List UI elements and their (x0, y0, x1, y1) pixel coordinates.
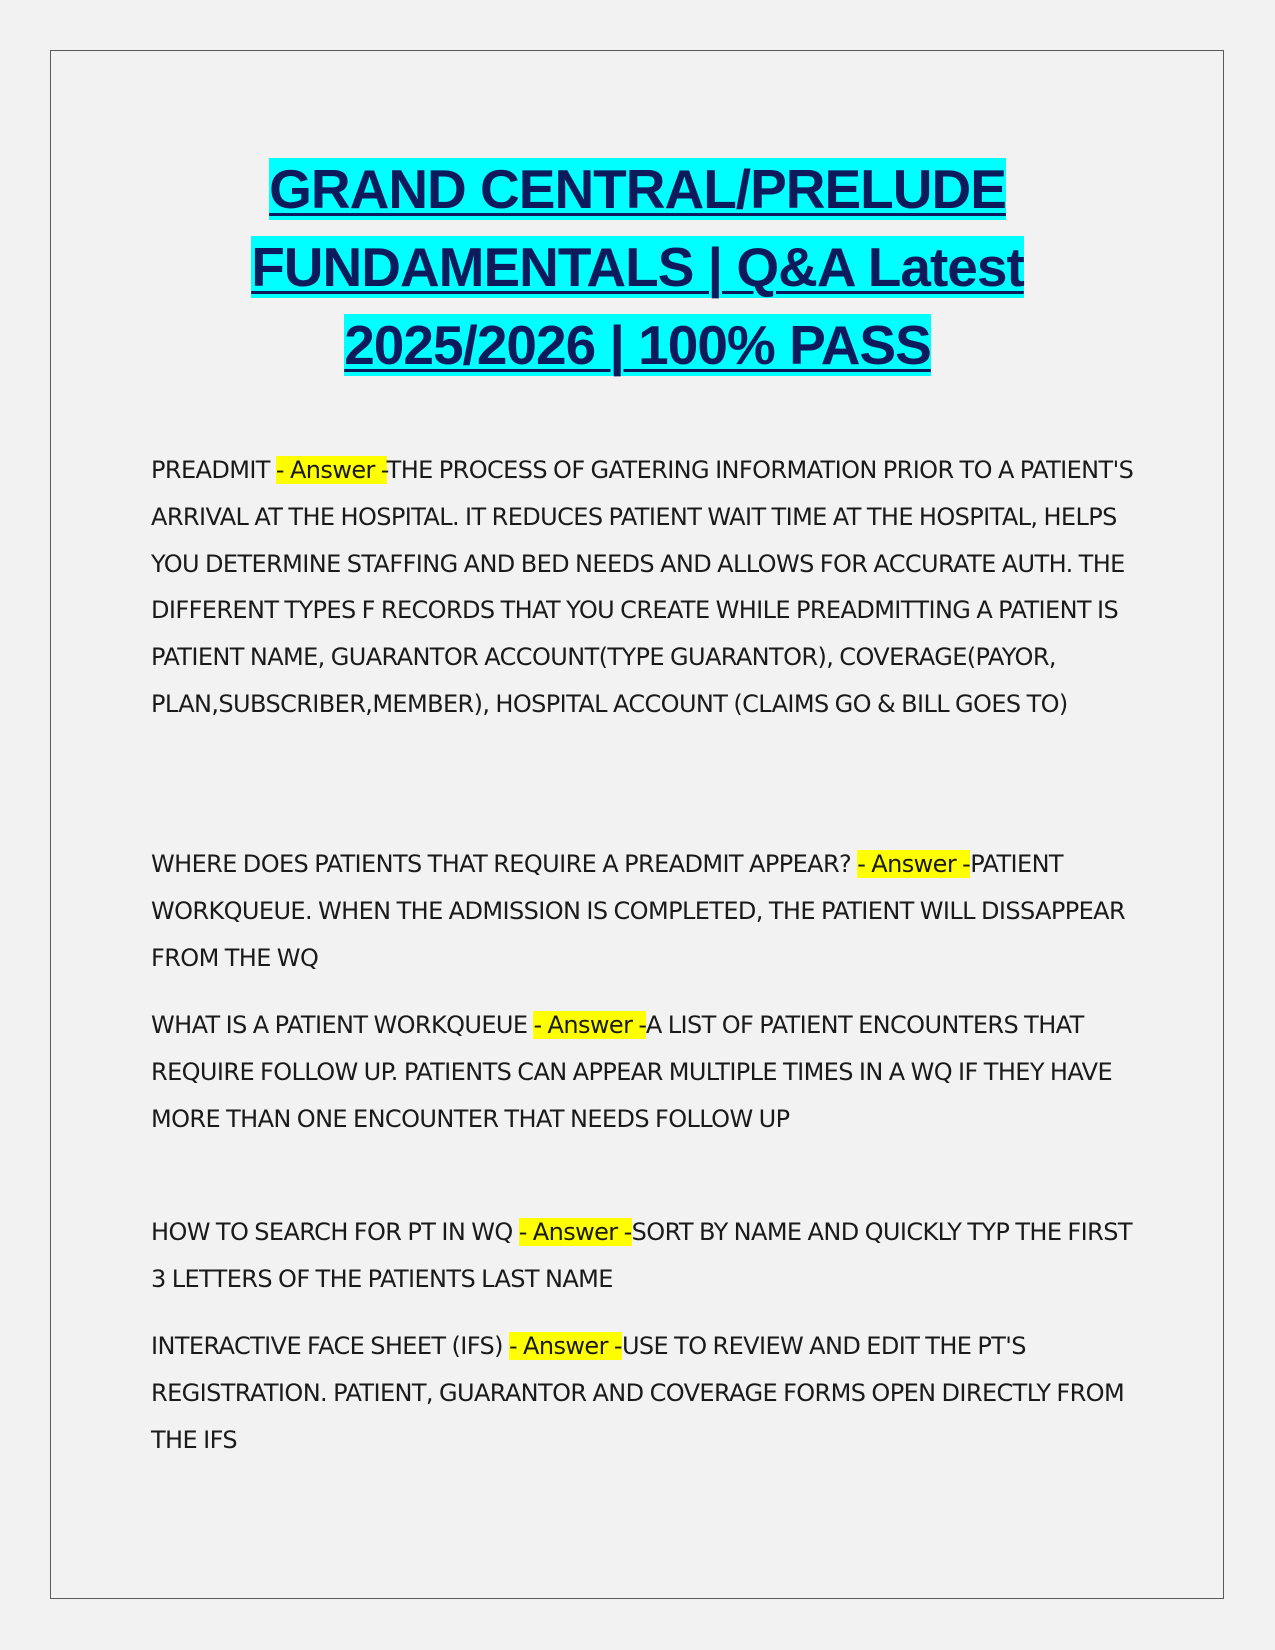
question-text: WHERE DOES PATIENTS THAT REQUIRE A PREADMIT APPEAR? (151, 850, 858, 878)
answer-marker: - Answer - (533, 1011, 646, 1039)
answer-text: SORT BY NAME AND QUICKLY TYP THE FIRST 3 LETTERS OF THE PATIENTS LAST NAME (151, 1218, 1132, 1293)
answer-marker: - Answer - (518, 1218, 632, 1246)
answer-marker: - Answer - (508, 1332, 622, 1360)
question-text: INTERACTIVE FACE SHEET (IFS) (151, 1332, 509, 1360)
title-line-3: 2025/2026 | 100% PASS (344, 314, 931, 376)
answer-marker: - Answer - (857, 850, 971, 878)
qa-item-preadmit (151, 447, 1141, 728)
title-line-1: GRAND CENTRAL/PRELUDE (269, 158, 1006, 220)
qa-item-face-sheet (151, 1323, 1141, 1463)
question-text: PREADMIT (151, 456, 276, 484)
document-title (0, 150, 1275, 384)
question-text: HOW TO SEARCH FOR PT IN WQ (151, 1218, 519, 1246)
answer-text: USE TO REVIEW AND EDIT THE PT'S REGISTRATION. PATIENT, GUARANTOR AND COVERAGE FORMS OPEN DIRECTLY FROM THE IFS (151, 1332, 1125, 1454)
question-text: WHAT IS A PATIENT WORKQUEUE (151, 1011, 534, 1039)
qa-item-preadmit-appear (151, 841, 1141, 981)
title-line-2: FUNDAMENTALS | Q&A Latest (251, 236, 1024, 298)
answer-text: PATIENT WORKQUEUE. WHEN THE ADMISSION IS COMPLETED, THE PATIENT WILL DISSAPPEAR FROM THE WQ (151, 850, 1126, 972)
answer-marker: - Answer - (275, 456, 387, 484)
qa-item-workqueue (151, 1002, 1141, 1142)
answer-text: A LIST OF PATIENT ENCOUNTERS THAT REQUIRE FOLLOW UP. PATIENTS CAN APPEAR MULTIPLE TIMES IN A WQ IF THEY HAVE MORE THAN ONE ENCOUNTER THAT NEEDS FOLLOW UP (151, 1011, 1113, 1133)
answer-text: THE PROCESS OF GATERING INFORMATION PRIOR TO A PATIENT'S ARRIVAL AT THE HOSPITAL. IT REDUCES PATIENT WAIT TIME AT THE HOSPITAL, HELPS YOU DETERMINE STAFFING AND BED NEEDS AND ALLOWS FOR ACCURATE AUTH. THE DIFFERENT TYPES F RECORDS THAT YOU CREATE WHILE PREADMITTING A PATIENT IS PATIENT NAME, GUARANTOR ACCOUNT(TYPE GUARANTOR), COVERAGE(PAYOR, PLAN,SUBSCRIBER,MEMBER), HOSPITAL ACCOUNT (CLAIMS GO & BILL GOES TO) (151, 456, 1134, 718)
qa-item-search-pt (151, 1209, 1141, 1303)
